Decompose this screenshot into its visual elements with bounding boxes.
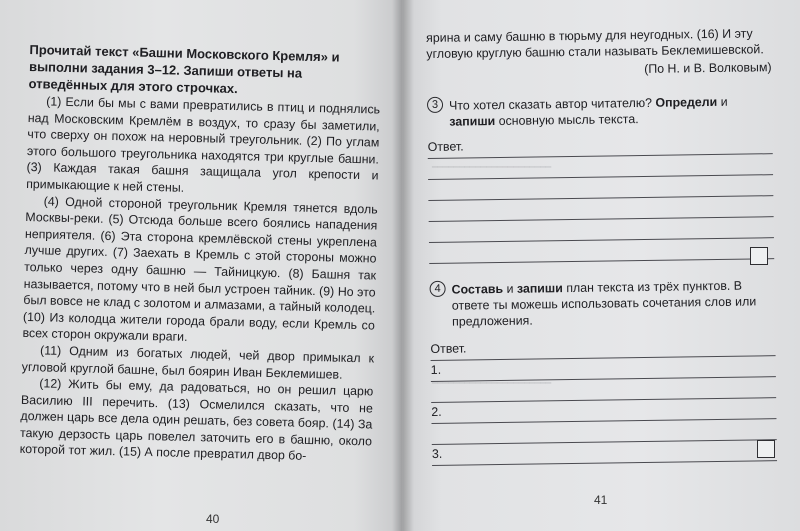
- paragraph: (1) Если бы мы с вами превратились в птиц и поднялись над Московским Кремлём в воздух, то сразу бы заметили, что сверху он похож на неровный треугольник. (2) По углам этого большого треугольника находятся три круглые башни. (3) Каждая такая башня защищала угол крепости и примыкающие к ней стены.: [26, 94, 381, 195]
- paragraph: (4) Одной стороной треугольник Кремля тянется вдоль Москвы-реки. (5) Отсюда больше всего боялись нападения неприятеля. (6) Эта сторона кремлёвской стены укреплена лучше других. (7) Заехать в Кремль с этой стороны можно только через одну башню — Тайницкую. (8) Башня так называется, потому что в ней был устроен тайник. (9) Но это был вовсе не клад с золотом и алмазами, а тайный колодец. (10) Из колодца жители города брали воду, если Кремль со всех сторон окружали враги.: [22, 193, 378, 345]
- task-keyword: Составь: [451, 281, 504, 297]
- task-4: [430, 277, 778, 466]
- self-check-box[interactable]: [757, 440, 775, 458]
- task-number-circle: 4: [430, 281, 446, 297]
- book-gutter: [392, 0, 414, 531]
- task-intro: Прочитай текст «Башни Московского Кремля» и выполни задания 3–12. Запиши ответы на отведённых для этого строчках.: [28, 41, 340, 97]
- task-keyword: запиши: [449, 114, 496, 129]
- page-number-right: 41: [594, 493, 608, 507]
- plan-item-number: 3.: [431, 446, 443, 461]
- right-page: [402, 0, 800, 531]
- text-continuation: ярина и саму башню в тюрьму для неугодных. (16) И эту угловую круглую башню стали называть Беклемишевской.: [426, 26, 764, 61]
- plan-item-number: 1.: [430, 362, 442, 377]
- task-text: основную мысль текста.: [495, 112, 639, 129]
- show-through: ━━━━━━━━━━━━━━━━━━━━━━: [432, 378, 552, 388]
- paragraph: (12) Жить бы ему, да радоваться, но он решил царю Василию III перечить. (13) Осмелился сказать, что не должен царь все дела один решать, без совета бояр. (14) За такую дерзость царь повелел заточить его в башню, около которой тот жил. (15) А после превратил двор бо-: [19, 376, 374, 464]
- answer-label: Ответ.: [430, 341, 467, 356]
- paragraph: (11) Одним из богатых людей, чей двор примыкал к угловой круглой башне, был боярин Иван Беклемишев.: [21, 343, 375, 382]
- task-3: [427, 93, 774, 264]
- task-number-circle: 3: [427, 97, 443, 113]
- task-4-question: [430, 277, 776, 330]
- task-text: и: [717, 94, 728, 109]
- task-keyword: запиши: [516, 281, 563, 296]
- task-text: Что хотел сказать автор читателю?: [448, 95, 656, 113]
- show-through: ━━━━━━━━━━━━━━━━━━━━━━: [432, 162, 552, 172]
- answer-line[interactable]: [429, 238, 774, 264]
- task-text: и: [502, 281, 517, 296]
- page-number-left: 40: [206, 512, 220, 526]
- answer-line[interactable]: [432, 440, 777, 466]
- plan-item-number: 2.: [431, 404, 442, 419]
- task-keyword: Определи: [655, 94, 718, 110]
- reading-text: [19, 28, 381, 467]
- tasks-block: [426, 25, 777, 466]
- task-text: план текста из трёх пунктов. В ответе ты можешь использовать сочетания слов или предложения.: [451, 278, 757, 329]
- text-source: (По Н. и В. Волковым): [644, 60, 772, 76]
- task-3-question: [427, 93, 772, 130]
- self-check-box[interactable]: [750, 247, 768, 265]
- answer-label: Ответ.: [427, 139, 464, 154]
